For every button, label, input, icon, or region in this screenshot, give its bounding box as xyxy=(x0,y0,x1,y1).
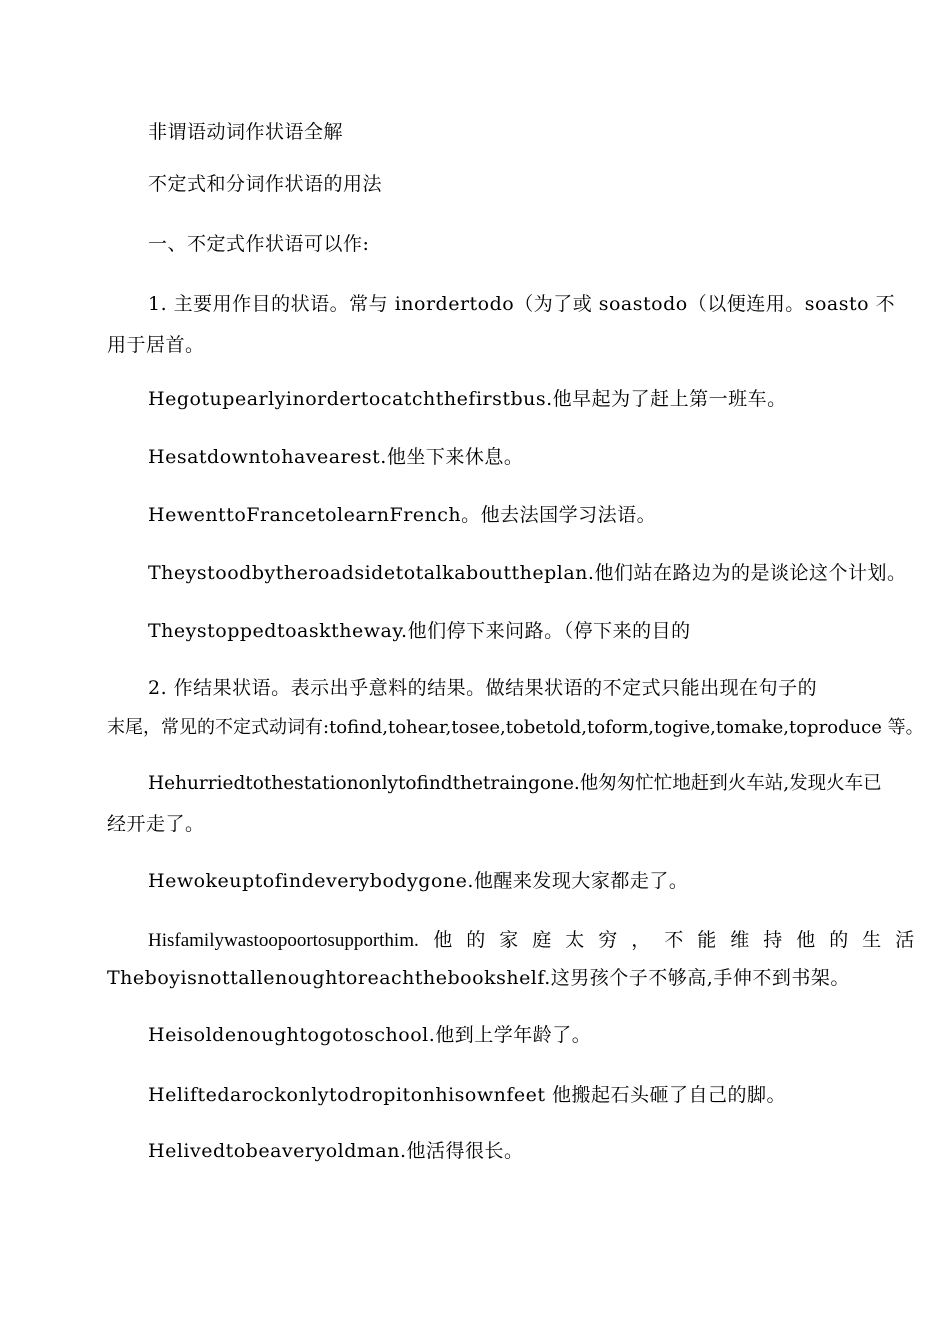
example-sentence-continued: 经开走了。 xyxy=(107,813,205,835)
example-sentence xyxy=(148,928,928,953)
example-sentence: Heisoldenoughtogotoschool.他到上学年龄了。 xyxy=(148,1024,592,1046)
document-subtitle: 不定式和分词作状语的用法 xyxy=(148,173,383,195)
point-2-line-2: 末尾，常见的不定式动词有:tofind,tohear,tosee,tobetold,toform,togive,tomake,toproduce 等。 xyxy=(107,717,924,738)
example-sentence: Hehurriedtothestationonlytofindthetraingone.他匆匆忙忙地赶到火车站,发现火车已 xyxy=(148,773,882,794)
point-2-line-1: 2. 作结果状语。表示出乎意料的结果。做结果状语的不定式只能出现在句子的 xyxy=(148,677,818,699)
point-1-line-2: 用于居首。 xyxy=(107,334,205,356)
example-sentence: Heliftedarockonlytodropitonhisownfeet 他搬起石头砸了自己的脚。 xyxy=(148,1084,787,1106)
example-chinese: 他的家庭太穷，不能维持他的生活 xyxy=(433,929,929,951)
example-sentence: Theystoodbytheroadsidetotalkabouttheplan.他们站在路边为的是谈论这个计划。 xyxy=(148,562,907,584)
example-sentence: Hewokeuptofindeverybodygone.他醒来发现大家都走了。 xyxy=(148,870,689,892)
example-sentence: HewenttoFrancetolearnFrench。他去法国学习法语。 xyxy=(148,504,657,526)
document-title: 非谓语动词作状语全解 xyxy=(148,121,344,143)
example-sentence: Hegotupearlyinordertocatchthefirstbus.他早起为了赶上第一班车。 xyxy=(148,388,787,410)
example-sentence: Helivedtobeaveryoldman.他活得很长。 xyxy=(148,1140,524,1162)
example-sentence: Hesatdowntohavearest.他坐下来休息。 xyxy=(148,446,524,468)
section-heading: 一、不定式作状语可以作: xyxy=(148,233,370,255)
example-sentence: Theystoppedtoasktheway.他们停下来问路。（停下来的目的 xyxy=(148,620,691,642)
example-sentence: Theboyisnottallenoughtoreachthebookshelf.这男孩个子不够高,手伸不到书架。 xyxy=(107,967,850,989)
example-english: Hisfamilywastoopoortosupporthim. xyxy=(148,930,419,951)
point-1-line-1: 1. 主要用作目的状语。常与 inordertodo（为了或 soastodo（以便连用。soasto 不 xyxy=(148,293,896,315)
